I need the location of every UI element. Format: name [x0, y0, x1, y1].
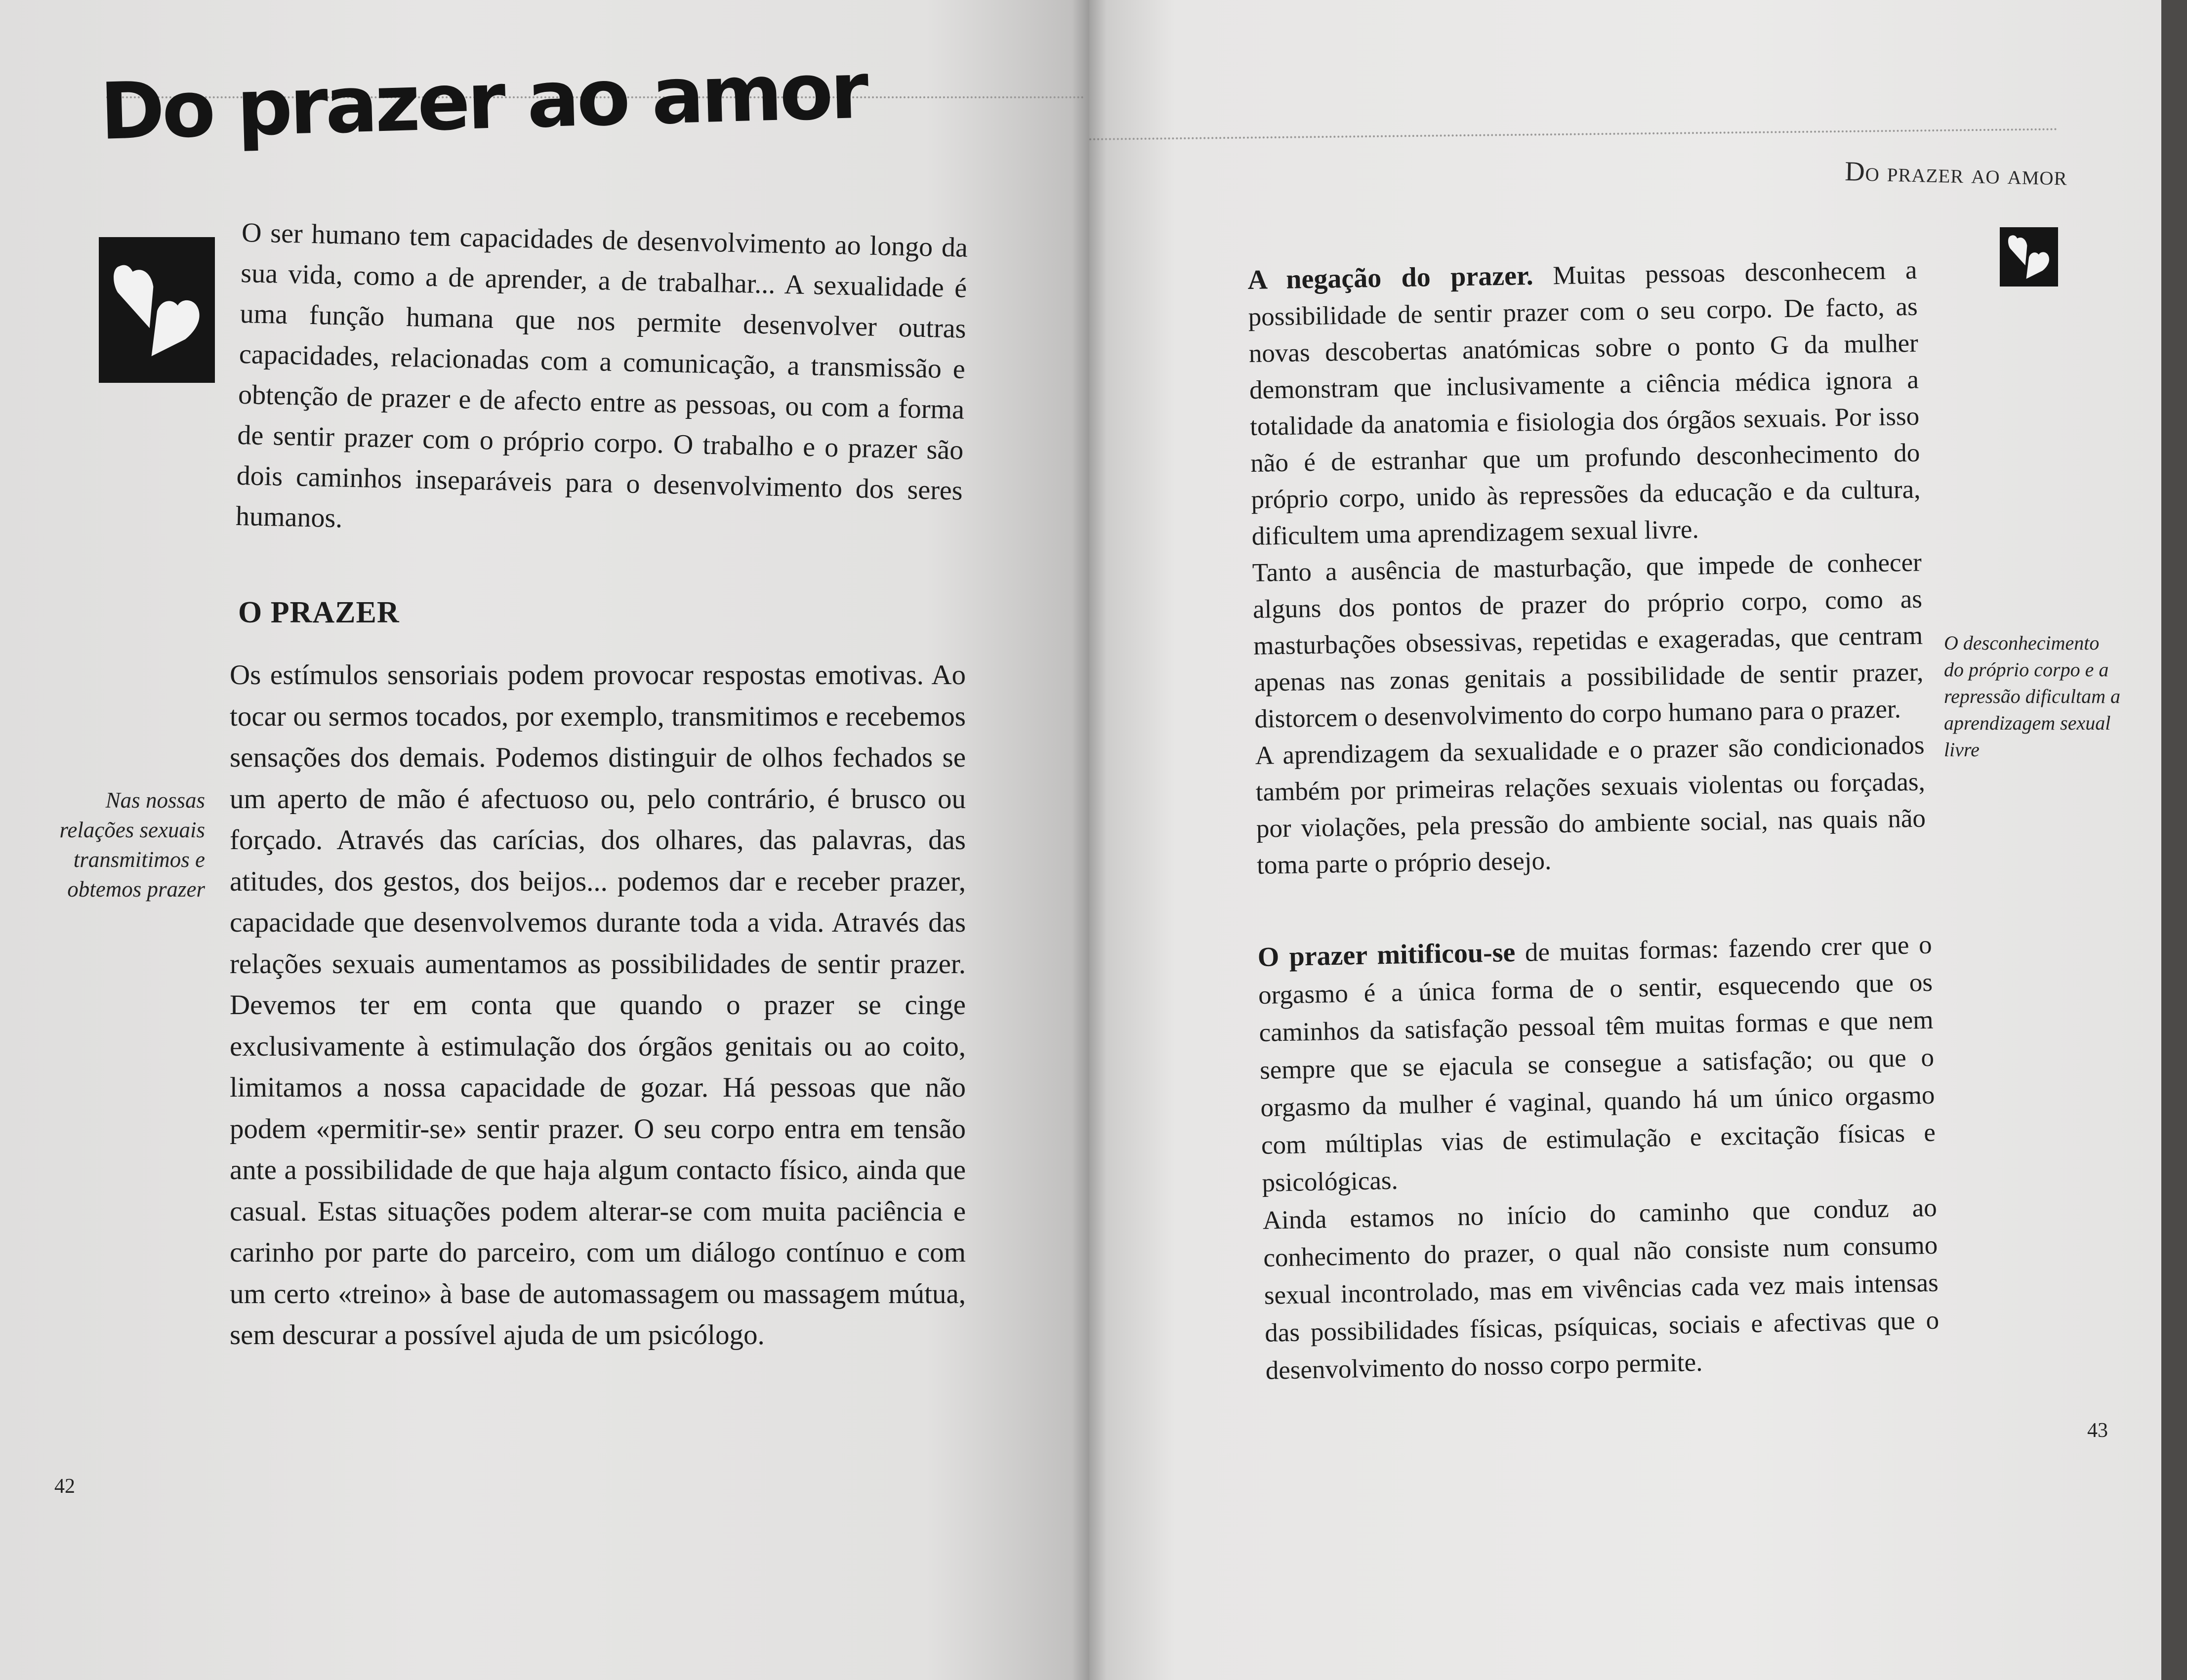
intro-paragraph: O ser humano tem capacidades de desenvolvimento ao longo da sua vida, como a de aprender, a de trabalhar... A sexualidade é uma função humana que nos permite desenvolver outras capacidades, relacionadas com a comunicação, a transmissão e obtenção de prazer e de afecto entre as pessoas, ou com a forma de sentir prazer com o próprio corpo. O trabalho e o prazer são dois caminhos inseparáveis para o desenvolvimento dos seres humanos.	[235, 217, 968, 534]
book-cover-edge	[2161, 0, 2187, 1680]
chapter-title: Do prazer ao amor	[99, 45, 867, 158]
mitificou-lead: O prazer mitificou-se	[1257, 937, 1516, 973]
margin-note: O desconhecimento do próprio corpo e a repressão dificultam a aprendizagem sexual livre	[1944, 632, 2121, 761]
mitificou-text: de muitas formas: fazendo crer que o orgasmo é a única forma de o sentir, esquecendo que os caminhos da satisfação pessoal têm muitas formas e que nem sempre que se ejacula se consegue a satisfação; ou que o orgasmo da mulher é vaginal, quando há um único orgasmo com múltiplas vias de estimulação e excitação físicas e psicológicas.	[1258, 930, 1936, 1197]
section-heading: O PRAZER	[238, 596, 400, 629]
running-head: Do prazer ao amor	[1844, 156, 2068, 192]
negacao-section	[1247, 251, 1927, 884]
page-number: 43	[2087, 1419, 2108, 1442]
double-heart-icon	[99, 237, 215, 383]
book-gutter	[1072, 0, 1107, 1680]
double-heart-icon	[2000, 227, 2058, 287]
negacao-lead: A negação do prazer.	[1247, 260, 1534, 295]
negacao-paragraph	[1247, 251, 1921, 555]
masturbacao-paragraph: Tanto a ausência de masturbação, que impede de conhecer alguns dos pontos de prazer do próprio corpo, como as masturbações obsessivas, repetidas e exageradas, que centram apenas nas zonas genitais a possibilidade de sentir prazer, distorcem o desenvolvimento do corpo humano para o prazer.	[1252, 548, 1924, 734]
section-paragraph: Os estímulos sensoriais podem provocar respostas emotivas. Ao tocar ou sermos tocados, por exemplo, transmitimos e recebemos sensações dos demais. Podemos distinguir de olhos fechados se um aperto de mão é afectuoso ou, pelo contrário, é brusco ou forçado. Através das carícias, dos olhares, das palavras, das atitudes, dos gestos, dos beijos... podemos dar e receber prazer, capacidade que desenvolvemos durante toda a vida. Através das relações sexuais aumentamos as possibilidades de sentir prazer. Devemos ter em conta que quando o prazer se cinge exclusivamente à estimulação dos órgãos genitais ou ao coito, limitamos a nossa capacidade de gozar. Há pessoas que não podem «permitir-se» sentir prazer. O seu corpo entra em tensão ante a possibilidade de que haja algum contacto físico, ainda que casual. Estas situações podem alterar-se com muita paciência e carinho por parte do parceiro, com um diálogo contínuo e com um certo «treino» à base de automassagem ou massagem mútua, sem descurar a possível ajuda de um psicólogo.	[230, 659, 966, 1351]
mitificou-paragraph	[1257, 926, 1937, 1202]
margin-note: Nas nossas relações sexuais transmitimos e obtemos prazer	[59, 788, 205, 901]
page-number: 42	[54, 1475, 75, 1498]
right-page	[1089, 0, 2161, 1680]
header-dotted-rule	[1089, 128, 2058, 140]
left-page	[0, 0, 1089, 1680]
mitificou-section	[1257, 926, 1940, 1390]
aprendizagem-paragraph: A aprendizagem da sexualidade e o prazer são condicionados também por primeiras relações sexuais violentas ou forçadas, por violações, pela pressão do ambiente social, nas quais não toma parte o próprio desejo.	[1255, 731, 1926, 880]
inicio-paragraph: Ainda estamos no início do caminho que conduz ao conhecimento do prazer, o qual não consiste num consumo sexual incontrolado, mas em vivências cada vez mais intensas das possibilidades físicas, psíquicas, sociais e afectivas que o desenvolvimento do nosso corpo permite.	[1262, 1193, 1939, 1385]
negacao-text: Muitas pessoas desconhecem a possibilidade de sentir prazer com o seu corpo. De facto, as novas descobertas anatómicas sobre o ponto G da mulher demonstram que inclusivamente a ciência médica ignora a totalidade da anatomia e fisiologia dos órgãos sexuais. Por isso não é de estranhar que um profundo desconhecimento do próprio corpo, unido às repressões da educação e da cultura, dificultem uma aprendizagem sexual livre.	[1248, 255, 1921, 551]
